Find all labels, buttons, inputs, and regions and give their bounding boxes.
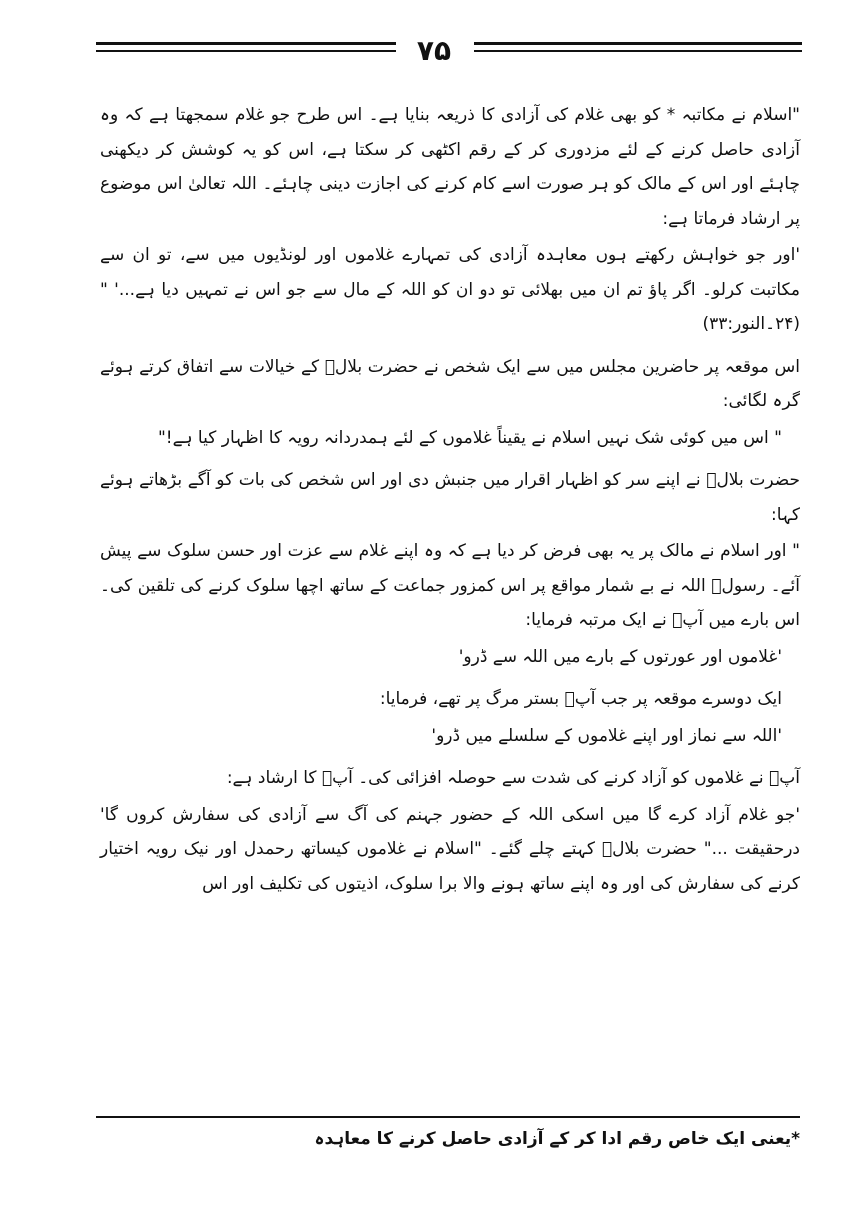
hadith-quote-1: 'غلاموں اور عورتوں کے بارے میں اللہ سے ڈرو' <box>458 646 782 667</box>
paragraph-hadith-freedom: 'جو غلام آزاد کرے گا میں اسکی اللہ کے حضور جہنم کی آگ سے آزادی کی سفارش کروں گا' درحقیقت ..." حضرت بلالؓ کہتے چلے گئے۔ "اسلام نے غلاموں کیساتھ رحمدل اور نیک رویہ اختیار کرنے کی سفارش کی اور وہ اپنے ساتھ ہونے والا برا سلوک، اذیتوں کی تکلیف اور اس <box>100 804 800 894</box>
paragraph-bilal-speech: " اور اسلام نے مالک پر یہ بھی فرض کر دیا ہے کہ وہ اپنے غلام سے عزت اور حسن سلوک سے پیش آئے۔ رسولؐ اللہ نے بے شمار مواقع پر اس کمزور جماعت کے ساتھ اچھا سلوک کرنے کی تلقین کی۔ اس بارے میں آپؐ نے ایک مرتبہ فرمایا: <box>100 541 800 630</box>
footnote-rule <box>96 1116 800 1118</box>
page-body <box>100 98 800 903</box>
paragraph-bilal-nod: حضرت بلالؓ نے اپنے سر کو اظہار اقرار میں جنبش دی اور اس شخص کی بات کو آگے بڑھاتے ہوئے کہا: <box>100 470 800 525</box>
paragraph-deathbed: ایک دوسرے موقعہ پر جب آپؐ بستر مرگ پر تھے، فرمایا: <box>379 689 782 709</box>
header-rule-right-bottom <box>474 50 802 52</box>
quran-quote: 'اور جو خواہش رکھتے ہوں معاہدہ آزادی کی تمہارے غلاموں اور لونڈیوں میں سے، تو ان سے مکاتبت کرلو۔ اگر پاؤ تم ان میں بھلائی تو دو ان کو اللہ کے مال سے جو اس نے تمہیں دیا ہے...' "(۲۴۔النور:۳۳) <box>100 245 800 334</box>
paragraph-mukataba: "اسلام نے مکاتبہ * کو بھی غلام کی آزادی کا ذریعہ بنایا ہے۔ اس طرح جو غلام سمجھتا ہے کہ وہ آزادی حاصل کرنے کے لئے مزدوری کر کے رقم اکٹھی کر سکتا ہے، اس کو یہ کوشش کر دیکھنی چاہئے اور اس کے مالک کو ہر صورت اسے کام کرنے کی اجازت دینی چاہئے۔ اللہ تعالیٰ اس موضوع پر ارشاد فرماتا ہے: <box>100 105 800 229</box>
page-number: ۷۵ <box>416 34 452 67</box>
header-rule-left-bottom <box>96 50 396 52</box>
paragraph-encouragement: آپؐ نے غلاموں کو آزاد کرنے کی شدت سے حوصلہ افزائی کی۔ آپؐ کا ارشاد ہے: <box>226 768 800 788</box>
paragraph-audience-agreement: اس موقعہ پر حاضرین مجلس میں سے ایک شخص نے حضرت بلالؓ کے خیالات سے اتفاق کرتے ہوئے گرہ لگائی: <box>100 356 800 411</box>
header-rule-right-top <box>474 42 802 45</box>
quote-audience-member: " اس میں کوئی شک نہیں اسلام نے یقیناً غلاموں کے لئے ہمدردانہ رویہ کا اظہار کیا ہے!" <box>157 427 782 448</box>
hadith-quote-2: 'اللہ سے نماز اور اپنے غلاموں کے سلسلے میں ڈرو' <box>431 725 782 746</box>
footnote: *یعنی ایک خاص رقم ادا کر کے آزادی حاصل کرنے کا معاہدہ <box>314 1129 800 1149</box>
header-rule-left-top <box>96 42 396 45</box>
